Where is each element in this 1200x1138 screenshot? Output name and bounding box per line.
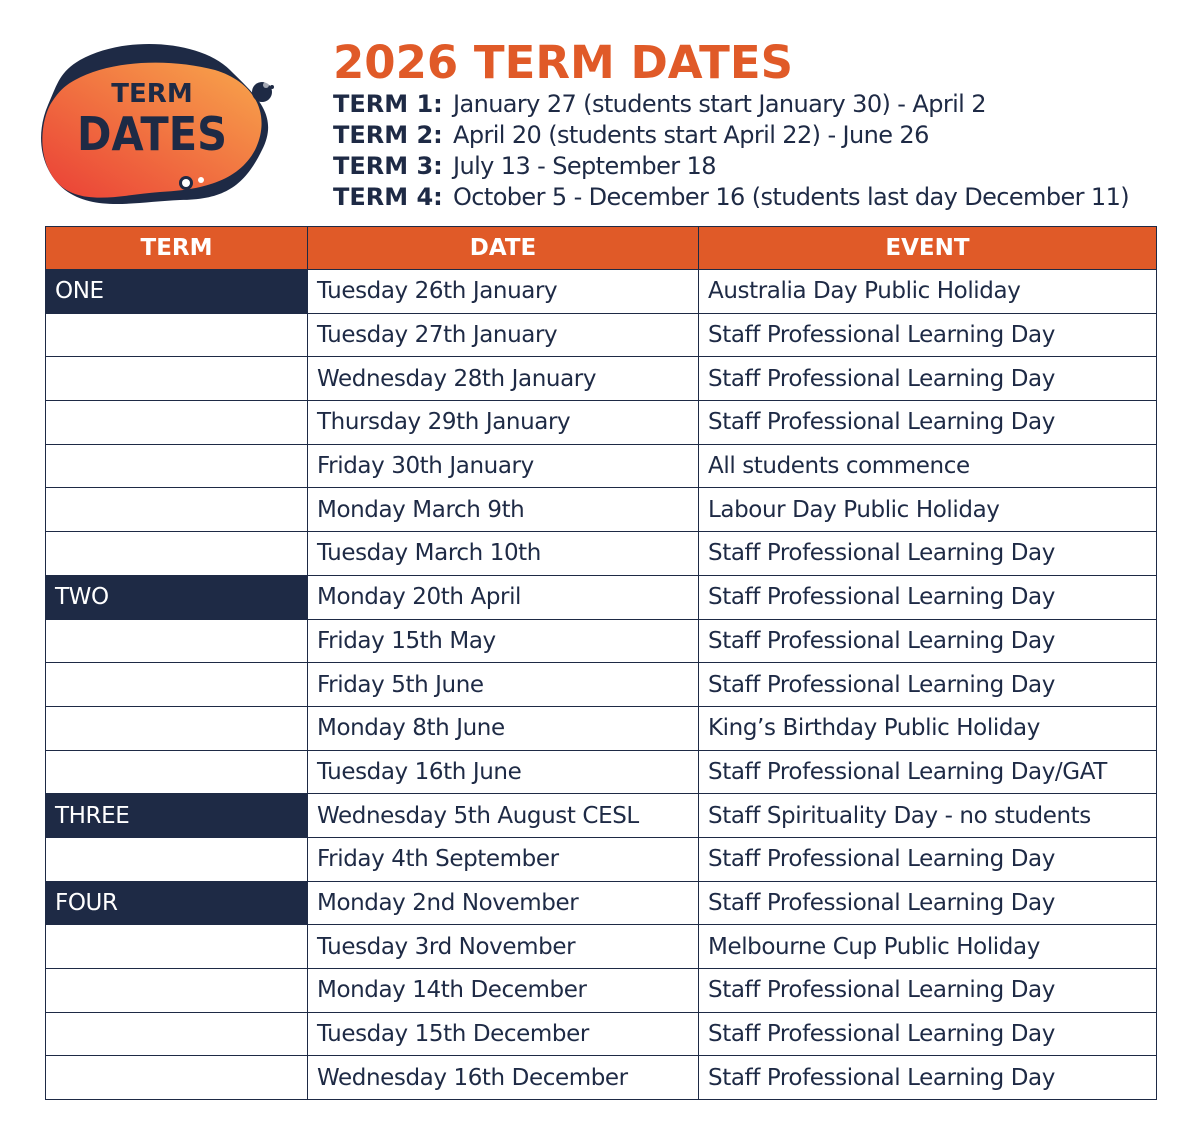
table-row [46,357,1157,401]
table-row [46,706,1157,750]
term-summary-1 [333,90,1173,121]
table-row [46,575,1157,619]
term-cell [46,619,308,663]
event-cell: Australia Day Public Holiday [699,270,1157,314]
event-cell: Staff Professional Learning Day [699,575,1157,619]
table-row [46,488,1157,532]
term-cell [46,1056,308,1100]
event-cell: Staff Professional Learning Day/GAT [699,750,1157,794]
table-row [46,969,1157,1013]
term-cell [46,1012,308,1056]
event-cell: All students commence [699,444,1157,488]
date-cell: Friday 4th September [308,837,699,881]
date-cell: Wednesday 28th January [308,357,699,401]
date-cell: Tuesday 15th December [308,1012,699,1056]
table-row [46,1012,1157,1056]
term-cell [46,488,308,532]
logo-blob-graphic [40,40,285,215]
term-summary-label: TERM 3: [333,152,443,180]
term-summary-label: TERM 4: [333,183,443,211]
event-cell: Staff Professional Learning Day [699,532,1157,576]
column-header-term: TERM [46,227,308,270]
date-cell: Monday 8th June [308,706,699,750]
event-cell: Staff Professional Learning Day [699,357,1157,401]
term-cell [46,969,308,1013]
term-summary-value: April 20 (students start April 22) - June 26 [453,121,929,149]
column-header-event: EVENT [699,227,1157,270]
table-row [46,837,1157,881]
term-dates-header [333,36,1173,214]
event-cell: Melbourne Cup Public Holiday [699,925,1157,969]
event-cell: Staff Spirituality Day - no students [699,794,1157,838]
term-cell [46,837,308,881]
table-row [46,925,1157,969]
date-cell: Tuesday 3rd November [308,925,699,969]
term-summary-value: October 5 - December 16 (students last day December 11) [453,183,1130,211]
date-cell: Wednesday 5th August CESL [308,794,699,838]
event-cell: Staff Professional Learning Day [699,969,1157,1013]
date-cell: Friday 15th May [308,619,699,663]
date-cell: Tuesday 16th June [308,750,699,794]
term-summary-2 [333,121,1173,152]
table-row [46,794,1157,838]
term-cell: FOUR [46,881,308,925]
table-header-row [46,227,1157,270]
term-events-table [45,226,1157,1100]
term-cell: THREE [46,794,308,838]
term-dates-logo [40,40,285,215]
event-cell: Staff Professional Learning Day [699,1056,1157,1100]
table-row [46,532,1157,576]
date-cell: Thursday 29th January [308,401,699,445]
term-cell [46,750,308,794]
date-cell: Tuesday 27th January [308,313,699,357]
term-cell [46,663,308,707]
term-summary-3 [333,152,1173,183]
term-cell [46,925,308,969]
table-row [46,750,1157,794]
term-cell [46,444,308,488]
event-cell: Labour Day Public Holiday [699,488,1157,532]
event-cell: Staff Professional Learning Day [699,401,1157,445]
term-cell [46,706,308,750]
date-cell: Friday 30th January [308,444,699,488]
table-row [46,619,1157,663]
term-cell [46,313,308,357]
table-row [46,444,1157,488]
table-row [46,881,1157,925]
term-summary-4 [333,183,1173,214]
date-cell: Wednesday 16th December [308,1056,699,1100]
logo-text-dates: DATES [77,107,227,161]
page-title: 2026 TERM DATES [333,36,793,89]
event-cell: Staff Professional Learning Day [699,837,1157,881]
term-cell: TWO [46,575,308,619]
table-row [46,313,1157,357]
table-row [46,1056,1157,1100]
term-cell [46,401,308,445]
date-cell: Monday 20th April [308,575,699,619]
date-cell: Monday 2nd November [308,881,699,925]
column-header-date: DATE [308,227,699,270]
event-cell: Staff Professional Learning Day [699,313,1157,357]
date-cell: Friday 5th June [308,663,699,707]
date-cell: Tuesday March 10th [308,532,699,576]
table-row [46,401,1157,445]
term-summary-value: July 13 - September 18 [453,152,716,180]
term-summary-label: TERM 2: [333,121,443,149]
date-cell: Monday 14th December [308,969,699,1013]
term-cell: ONE [46,270,308,314]
event-cell: King’s Birthday Public Holiday [699,706,1157,750]
event-cell: Staff Professional Learning Day [699,663,1157,707]
event-cell: Staff Professional Learning Day [699,881,1157,925]
term-cell [46,357,308,401]
date-cell: Monday March 9th [308,488,699,532]
term-summary-label: TERM 1: [333,90,443,118]
table-row [46,270,1157,314]
event-cell: Staff Professional Learning Day [699,619,1157,663]
table-row [46,663,1157,707]
date-cell: Tuesday 26th January [308,270,699,314]
term-cell [46,532,308,576]
event-cell: Staff Professional Learning Day [699,1012,1157,1056]
logo-text-term: TERM [111,79,193,109]
term-summary-value: January 27 (students start January 30) - April 2 [453,90,986,118]
